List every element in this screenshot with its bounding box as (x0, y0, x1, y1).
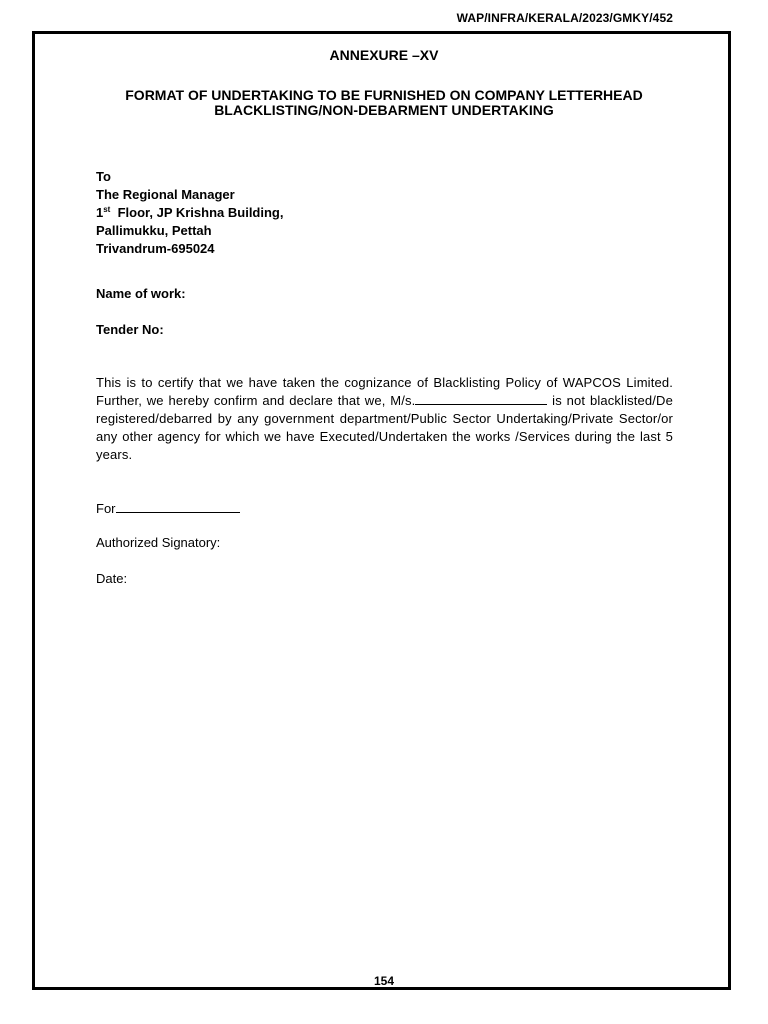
name-of-work-label: Name of work: (96, 286, 186, 301)
address-to: To (96, 169, 111, 184)
annexure-heading: ANNEXURE –XV (329, 47, 439, 63)
paragraph-part-2: is not blacklisted/De registered/debarred by any government department/Public Sector Undertaking/Private Sector/or any other agency for which we have Executed/Undertaken the works /Services during the last 5 years. (96, 393, 677, 462)
address-line-1 (96, 204, 283, 222)
company-name-blank[interactable] (415, 392, 547, 405)
page-number: 154 (373, 974, 395, 988)
authorized-signatory-label: Authorized Signatory: (96, 535, 221, 550)
for-label: For (96, 501, 116, 516)
title-line-2: BLACKLISTING/NON-DEBARMENT UNDERTAKING (214, 102, 554, 118)
floor-ordinal-suffix: st (103, 205, 111, 214)
document-reference-number: WAP/INFRA/KERALA/2023/GMKY/452 (456, 11, 673, 25)
floor-number: 1 (96, 205, 104, 220)
recipient-address (96, 168, 283, 258)
address-line-1-rest: Floor, JP Krishna Building, (110, 205, 284, 220)
title-line-1: FORMAT OF UNDERTAKING TO BE FURNISHED ON COMPANY LETTERHEAD (125, 87, 643, 103)
for-line (96, 500, 240, 516)
document-title (0, 88, 768, 118)
paragraph-part-1: This is to certify that we have taken the cognizance of Blacklisting Policy of WAPCOS Limited. Further, we hereby confirm and declare that we, M/s. (96, 375, 673, 408)
date-label: Date: (96, 571, 128, 586)
tender-no-label: Tender No: (96, 322, 164, 337)
address-line-3: Trivandrum-695024 (96, 241, 215, 256)
for-company-blank[interactable] (116, 500, 240, 513)
address-recipient: The Regional Manager (96, 187, 235, 202)
address-line-2: Pallimukku, Pettah (96, 223, 212, 238)
certification-paragraph (96, 374, 677, 464)
